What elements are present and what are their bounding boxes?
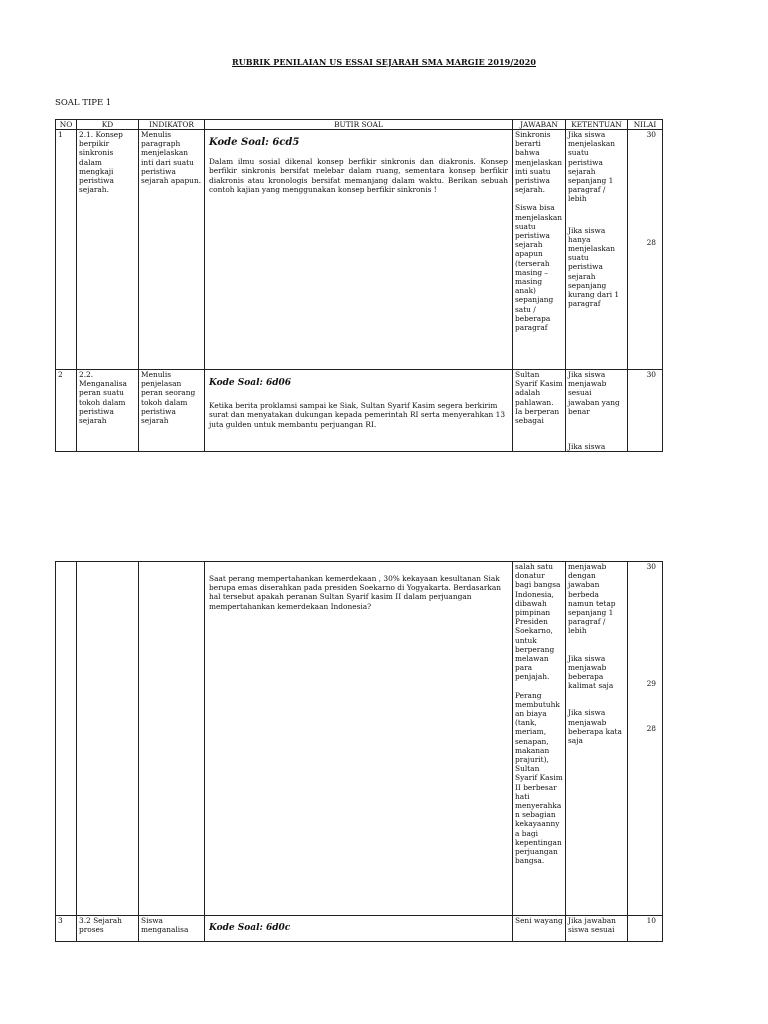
butir-soal-cell: [205, 562, 513, 916]
soal-text: Ketika berita proklamsi sampai ke Siak, Sultan Syarif Kasim segera berkirim surat dan menyatakan dukungan kepada pemerintah RI serta menyerahkan 13 juta gulden untuk membantu perjuangan RI.: [209, 401, 506, 429]
kd-cell: 3.2 Sejarah proses: [77, 916, 139, 942]
butir-soal-cell: [205, 370, 513, 452]
table-row: [56, 130, 663, 370]
soal-tipe-label: SOAL TIPE 1: [55, 98, 112, 108]
nilai-cell: [628, 130, 663, 370]
nilai-value: 29: [646, 679, 656, 689]
nilai-value: 30: [646, 130, 656, 139]
ketentuan-cell: [566, 370, 628, 452]
header-kd: KD: [77, 120, 139, 130]
ketentuan-cell: [566, 130, 628, 370]
butir-soal-cell: [205, 916, 513, 942]
indikator-cell: Menulis paragraph menjelaskan inti dari suatu peristiwa sejarah apapun.: [139, 130, 205, 370]
ketentuan-text: Jika siswa menjawab beberapa kalimat saja: [568, 653, 614, 691]
jawaban-text: Siswa bisa menjelaskan suatu peristiwa sejarah apapun (terserah masing – masing anak) sepanjang satu / beberapa paragraf: [515, 203, 563, 333]
jawaban-cell: Sultan Syarif Kasim adalah pahlawan. Ia berperan sebagai: [513, 370, 566, 452]
ketentuan-cell: Jika jawaban siswa sesuai: [566, 916, 628, 942]
ketentuan-text: menjawab dengan jawaban berbeda namun tetap sepanjang 1 paragraf / lebih: [568, 562, 616, 636]
document-title: RUBRIK PENILAIAN US ESSAI SEJARAH SMA MARGIE 2019/2020: [231, 57, 537, 67]
table-row-continuation: [56, 562, 663, 916]
row-number: 3: [56, 916, 77, 942]
ketentuan-text: Jika siswa menjelaskan suatu peristiwa sejarah sepanjang 1 paragraf / lebih: [568, 130, 616, 204]
ketentuan-text: Jika siswa menjawab beberapa kata saja: [568, 708, 622, 746]
row-number: 1: [56, 130, 77, 370]
kd-cell: 2.2. Menganalisa peran suatu tokoh dalam peristiwa sejarah: [77, 370, 139, 452]
ketentuan-cell: [566, 562, 628, 916]
header-no: NO: [56, 120, 77, 130]
indikator-cell: Menulis penjelasan peran seorang tokoh dalam peristiwa sejarah: [139, 370, 205, 452]
header-indikator: INDIKATOR: [139, 120, 205, 130]
header-butir-soal: BUTIR SOAL: [205, 120, 513, 130]
header-jawaban: JAWABAN: [513, 120, 566, 130]
header-nilai: NILAI: [628, 120, 663, 130]
ketentuan-text: Jika siswa hanya menjelaskan suatu peristiwa sejarah sepanjang kurang dari 1 paragraf: [568, 225, 620, 309]
jawaban-cell: [513, 130, 566, 370]
table-header-row: [56, 120, 663, 130]
jawaban-text: Perang membutuhk an biaya (tank, meriam, senapan, makanan prajurit), Sultan Syarif Kasim II berbesar hati menyerahka n sebagian kekayaanny a bagi kepentingan perjuangan bangsa.: [515, 690, 563, 866]
ketentuan-text: Jika siswa: [568, 442, 606, 452]
kode-soal: Kode Soal: 6cd5: [209, 137, 300, 148]
jawaban-cell: Seni wayang: [513, 916, 566, 942]
row-number: 2: [56, 370, 77, 452]
jawaban-text: salah satu donatur bagi bangsa Indonesia, dibawah pimpinan Presiden Soekarno, untuk berperang melawan para penjajah.: [515, 562, 561, 682]
table-row: [56, 370, 663, 452]
rubric-table-page-1: [55, 119, 663, 452]
header-ketentuan: KETENTUAN: [566, 120, 628, 130]
kode-soal: Kode Soal: 6d06: [209, 378, 292, 388]
nilai-cell: [628, 562, 663, 916]
nilai-cell: 10: [628, 916, 663, 942]
butir-soal-cell: [205, 130, 513, 370]
jawaban-text: Sinkronis berarti bahwa menjelaskan inti suatu peristiwa sejarah.: [515, 130, 563, 195]
nilai-value: 28: [646, 724, 656, 734]
table-row: [56, 916, 663, 942]
indikator-cell: Siswa menganalisa: [139, 916, 205, 942]
nilai-cell: 30: [628, 370, 663, 452]
soal-text: Saat perang mempertahankan kemerdekaan , 30% kekayaan kesultanan Siak berupa emas diserahkan pada presiden Soekarno di Yogyakarta. Berdasarkan hal tersebut apakah peranan Sultan Syarif kasim II dalam perjuangan mempertahankan kemerdekaan Indonesia?: [209, 574, 502, 611]
kode-soal: Kode Soal: 6d0c: [209, 923, 291, 933]
kd-cell: 2.1. Konsep berpikir sinkronis dalam mengkaji peristiwa sejarah.: [77, 130, 139, 370]
soal-text: Dalam ilmu sosial dikenal konsep berfikir sinkronis dan diakronis. Konsep berfikir sinkronis bersifat melebar dalam ruang, sementara konsep berfikir diakronis atau kronologis bersifat memanjang dalam waktu. Berikan sebuah contoh kajian yang menggunakan konsep berfikir sinkronis !: [209, 157, 508, 194]
ketentuan-text: Jika siswa menjawab sesuai jawaban yang benar: [568, 370, 620, 416]
rubric-table-page-2: [55, 561, 663, 942]
jawaban-cell: [513, 562, 566, 916]
nilai-value: 30: [646, 562, 656, 571]
nilai-value: 28: [646, 238, 656, 248]
